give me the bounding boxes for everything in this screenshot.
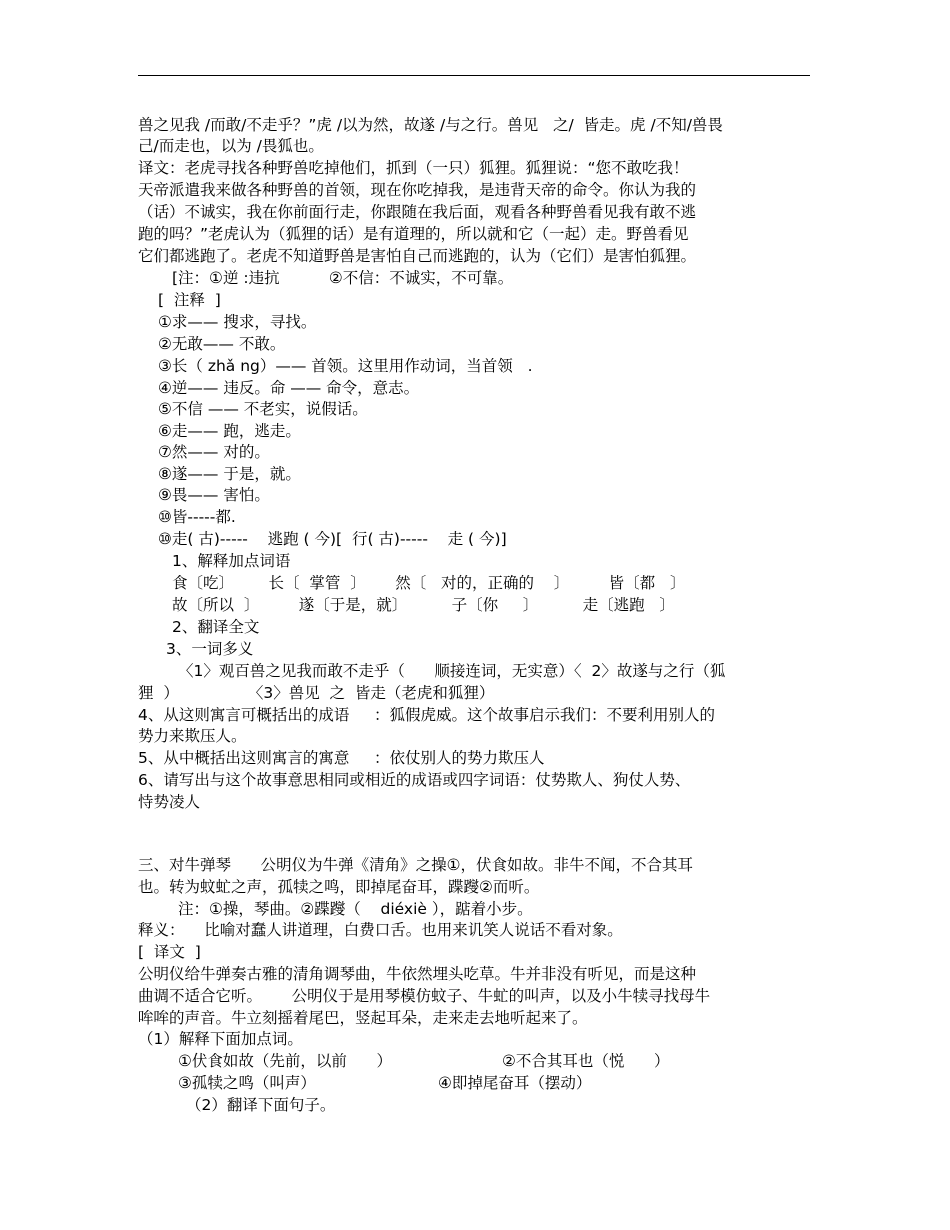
header-rule bbox=[138, 75, 810, 76]
section-heading: [ 注释 ] bbox=[158, 291, 221, 309]
note-item: ⑨畏—— 害怕。 bbox=[158, 486, 270, 504]
answer-line: ②不合其耳也（悦 ） bbox=[502, 1052, 670, 1070]
question-heading: （2）翻译下面句子。 bbox=[186, 1096, 336, 1114]
answer-line: ③孤犊之鸣（叫声） bbox=[178, 1074, 316, 1092]
answer-line: 狸 ） 〈3〉兽见 之 皆走（老虎和狐狸） bbox=[138, 684, 495, 702]
note-item: ⑤不信 —— 不老实，说假话。 bbox=[158, 400, 368, 418]
question-heading: 2、翻译全文 bbox=[172, 618, 260, 636]
text-line: 释义： 比喻对蠢人讲道理，白费口舌。也用来讥笑人说话不看对象。 bbox=[138, 921, 623, 939]
story-title-line: 三、对牛弹琴 公明仪为牛弹《清角》之操①，伏食如故。非牛不闻，不合其耳 bbox=[138, 856, 693, 874]
question-heading: 1、解释加点词语 bbox=[172, 552, 291, 570]
answer-line: ①伏食如故（先前，以前 ） bbox=[178, 1052, 392, 1070]
text-line: （话）不诚实，我在你前面行走，你跟随在我后面，观看各种野兽看见我有敢不逃 bbox=[138, 203, 697, 221]
text-line: 译文：老虎寻找各种野兽吃掉他们，抓到（一只）狐狸。狐狸说：“您不敢吃我！ bbox=[138, 159, 689, 177]
answer-line: 势力来欺压人。 bbox=[138, 727, 247, 745]
note-item: ②无敢—— 不敢。 bbox=[158, 335, 286, 353]
text-line: 天帝派遣我来做各种野兽的首领，现在你吃掉我，是违背天帝的命令。你认为我的 bbox=[138, 181, 697, 199]
text-line: 注：①操，琴曲。②蹀躞（ diéxiè ），踮着小步。 bbox=[178, 900, 533, 918]
note-item: ③长（ zhǎ ng）—— 首领。这里用作动词，当首领 . bbox=[158, 357, 533, 375]
note-item: ⑩皆-----都. bbox=[158, 508, 236, 526]
note-item: ④逆—— 违反。命 —— 命令，意志。 bbox=[158, 379, 420, 397]
text-line: 它们都逃跑了。老虎不知道野兽是害怕自己而逃跑的，认为（它们）是害怕狐狸。 bbox=[138, 247, 697, 265]
text-line: 兽之见我 /而敢/不走乎？”虎 /以为然，故遂 /与之行。兽见 之/ 皆走。虎 /不知/兽畏 bbox=[138, 116, 723, 134]
note-item: ①求—— 搜求，寻找。 bbox=[158, 313, 317, 331]
text-line: [注：①逆 :违抗 ②不信：不诚实，不可靠。 bbox=[172, 269, 514, 287]
note-item: ⑧遂—— 于是，就。 bbox=[158, 465, 301, 483]
text-line: 也。转为蚊虻之声，孤犊之鸣，即掉尾奋耳，蹀躞②而听。 bbox=[138, 878, 540, 896]
answer-line: 故〔所以 〕 遂〔于是，就〕 子〔你 〕 走〔逃跑 〕 bbox=[172, 596, 675, 614]
answer-line: 6、请写出与这个故事意思相同或相近的成语或四字词语：仗势欺人、狗仗人势、 bbox=[138, 771, 691, 789]
note-item: ⑩走( 古)----- 逃跑 ( 今)[ 行( 古)----- 走 ( 今)] bbox=[158, 530, 507, 548]
text-line: 跑的吗？”老虎认为（狐狸的话）是有道理的，所以就和它（一起）走。野兽看见 bbox=[138, 225, 689, 243]
answer-line: ④即掉尾奋耳（摆动） bbox=[438, 1074, 592, 1092]
text-line: 己/而走也，以为 /畏狐也。 bbox=[138, 137, 324, 155]
question-heading: （1）解释下面加点词。 bbox=[138, 1030, 303, 1048]
text-line: 曲调不适合它听。 公明仪于是用琴模仿蚊子、牛虻的叫声，以及小牛犊寻找母牛 bbox=[138, 987, 711, 1005]
note-item: ⑦然—— 对的。 bbox=[158, 443, 270, 461]
answer-line: 4、从这则寓言可概括出的成语 ：狐假虎威。这个故事启示我们：不要利用别人的 bbox=[138, 706, 715, 724]
answer-line: 恃势凌人 bbox=[138, 793, 201, 811]
answer-line: 食〔吃〕 长〔 掌管 〕 然〔 对的，正确的 〕 皆〔都 〕 bbox=[172, 574, 686, 592]
note-item: ⑥走—— 跑，逃走。 bbox=[158, 422, 301, 440]
text-line: 哞哞的声音。牛立刻摇着尾巴，竖起耳朵，走来走去地听起来了。 bbox=[138, 1009, 588, 1027]
section-heading: [ 译文 ] bbox=[138, 943, 201, 961]
answer-line: 〈1〉观百兽之见我而敢不走乎（ 顺接连词，无实意）〈 2〉故遂与之行（狐 bbox=[178, 662, 726, 680]
question-heading: 3、一词多义 bbox=[166, 640, 254, 658]
answer-line: 5、从中概括出这则寓言的寓意 ：依仗别人的势力欺压人 bbox=[138, 749, 545, 767]
text-line: 公明仪给牛弹奏古雅的清角调琴曲，牛依然埋头吃草。牛并非没有听见，而是这种 bbox=[138, 965, 697, 983]
